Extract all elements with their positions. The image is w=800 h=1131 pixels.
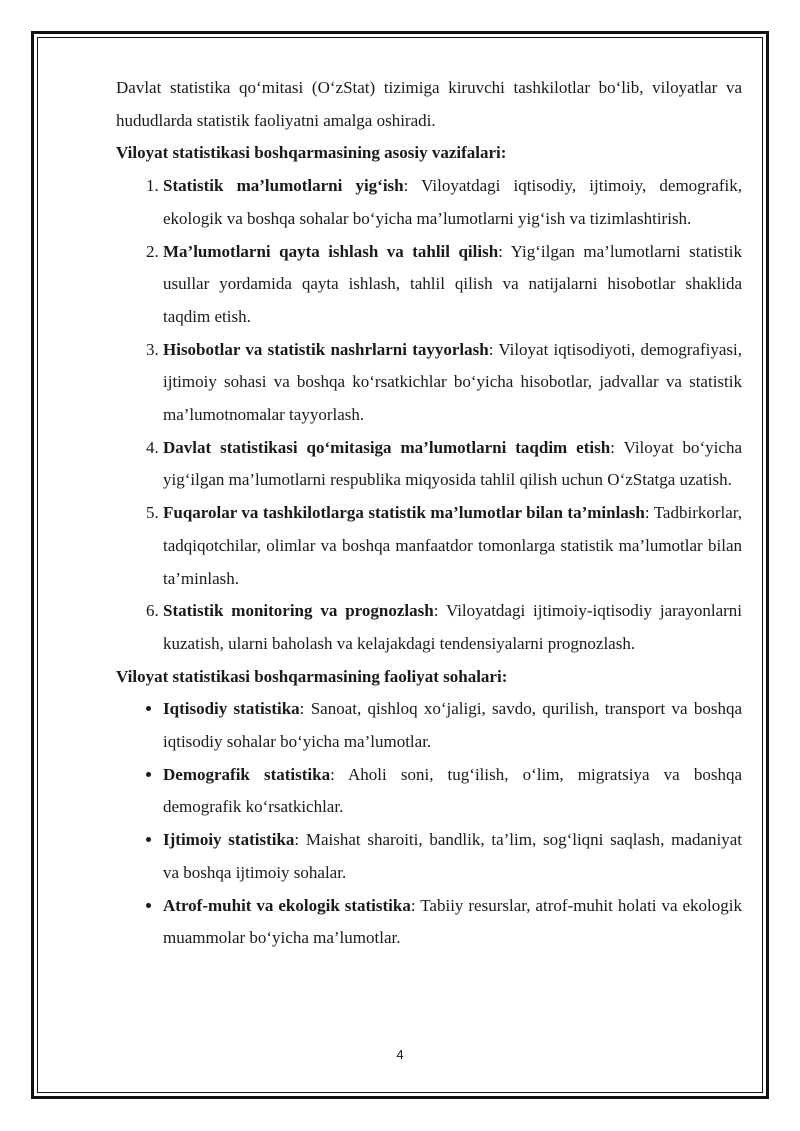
task-text: : Viloyat iqtisodiyoti, demografiyasi, ijtimoiy sohasi va boshqa ko‘rsatkichlar bo‘yicha hisobotlar, jadvallar va statistik ma’lumotnomalar tayyorlash. bbox=[163, 339, 742, 425]
area-item bbox=[163, 693, 742, 758]
task-text: : Viloyatdagi ijtimoiy-iqtisodiy jarayonlarni kuzatish, ularni baholash va kelajakdagi tendensiyalarni prognozlash. bbox=[163, 601, 742, 653]
task-text: : Viloyatdagi iqtisodiy, ijtimoiy, demografik, ekologik va boshqa sohalar bo‘yicha ma’lumotlarni yig‘ish va tizimlashtirish. bbox=[163, 176, 743, 228]
task-item bbox=[163, 170, 742, 235]
task-item bbox=[163, 236, 742, 334]
area-text: : Sanoat, qishloq xo‘jaligi, savdo, qurilish, transport va boshqa iqtisodiy sohalar bo‘yicha ma’lumotlar. bbox=[163, 699, 742, 752]
area-title: Iqtisodiy statistika bbox=[163, 699, 300, 719]
task-title: Ma’lumotlarni qayta ishlash va tahlil qilish bbox=[163, 241, 499, 261]
task-item bbox=[163, 497, 742, 595]
task-title: Hisobotlar va statistik nashrlarni tayyorlash bbox=[163, 339, 489, 359]
area-item bbox=[163, 890, 742, 955]
task-title: Statistik ma’lumotlarni yig‘ish bbox=[163, 176, 404, 196]
task-item bbox=[163, 432, 742, 497]
area-text: : Maishat sharoiti, bandlik, ta’lim, sog‘liqni saqlash, madaniyat va boshqa ijtimoiy sohalar. bbox=[163, 830, 742, 882]
task-item bbox=[163, 595, 742, 660]
task-text: : Tadbirkorlar, tadqiqotchilar, olimlar va boshqa manfaatdor tomonlarga statistik ma’lumotlar bilan ta’minlash. bbox=[163, 503, 743, 588]
task-text: : Viloyat bo‘yicha yig‘ilgan ma’lumotlarni respublika miqyosida tahlil qilish uchun O‘zStatga uzatish. bbox=[163, 437, 742, 490]
intro-paragraph: Davlat statistika qo‘mitasi (O‘zStat) tizimiga kiruvchi tashkilotlar bo‘lib, viloyatlar va hududlarda statistik faoliyatni amalga oshiradi. bbox=[116, 78, 742, 130]
area-text: : Tabiiy resurslar, atrof-muhit holati va ekologik muammolar bo‘yicha ma’lumotlar. bbox=[163, 895, 742, 948]
document-body bbox=[116, 72, 742, 955]
areas-list bbox=[116, 693, 742, 955]
area-title: Atrof-muhit va ekologik statistika bbox=[163, 895, 411, 915]
task-item bbox=[163, 334, 742, 432]
area-title: Ijtimoiy statistika bbox=[163, 830, 295, 850]
task-text: : Yig‘ilgan ma’lumotlarni statistik usullar yordamida qayta ishlash, tahlil qilish va natijalarni hisobotlar shaklida taqdim etish. bbox=[163, 241, 742, 326]
tasks-heading: Viloyat statistikasi boshqarmasining asosiy vazifalari: bbox=[116, 143, 507, 163]
area-item bbox=[163, 824, 742, 889]
task-title: Statistik monitoring va prognozlash bbox=[163, 601, 434, 621]
area-text: : Aholi soni, tug‘ilish, o‘lim, migratsiya va boshqa demografik ko‘rsatkichlar. bbox=[163, 764, 742, 817]
tasks-list bbox=[116, 170, 742, 661]
areas-heading: Viloyat statistikasi boshqarmasining faoliyat sohalari: bbox=[116, 666, 508, 686]
task-title: Fuqarolar va tashkilotlarga statistik ma’lumotlar bilan ta’minlash bbox=[163, 503, 645, 523]
area-title: Demografik statistika bbox=[163, 764, 331, 784]
task-title: Davlat statistikasi qo‘mitasiga ma’lumotlarni taqdim etish bbox=[163, 437, 611, 457]
area-item bbox=[163, 759, 742, 824]
page-number: 4 bbox=[396, 1047, 404, 1062]
